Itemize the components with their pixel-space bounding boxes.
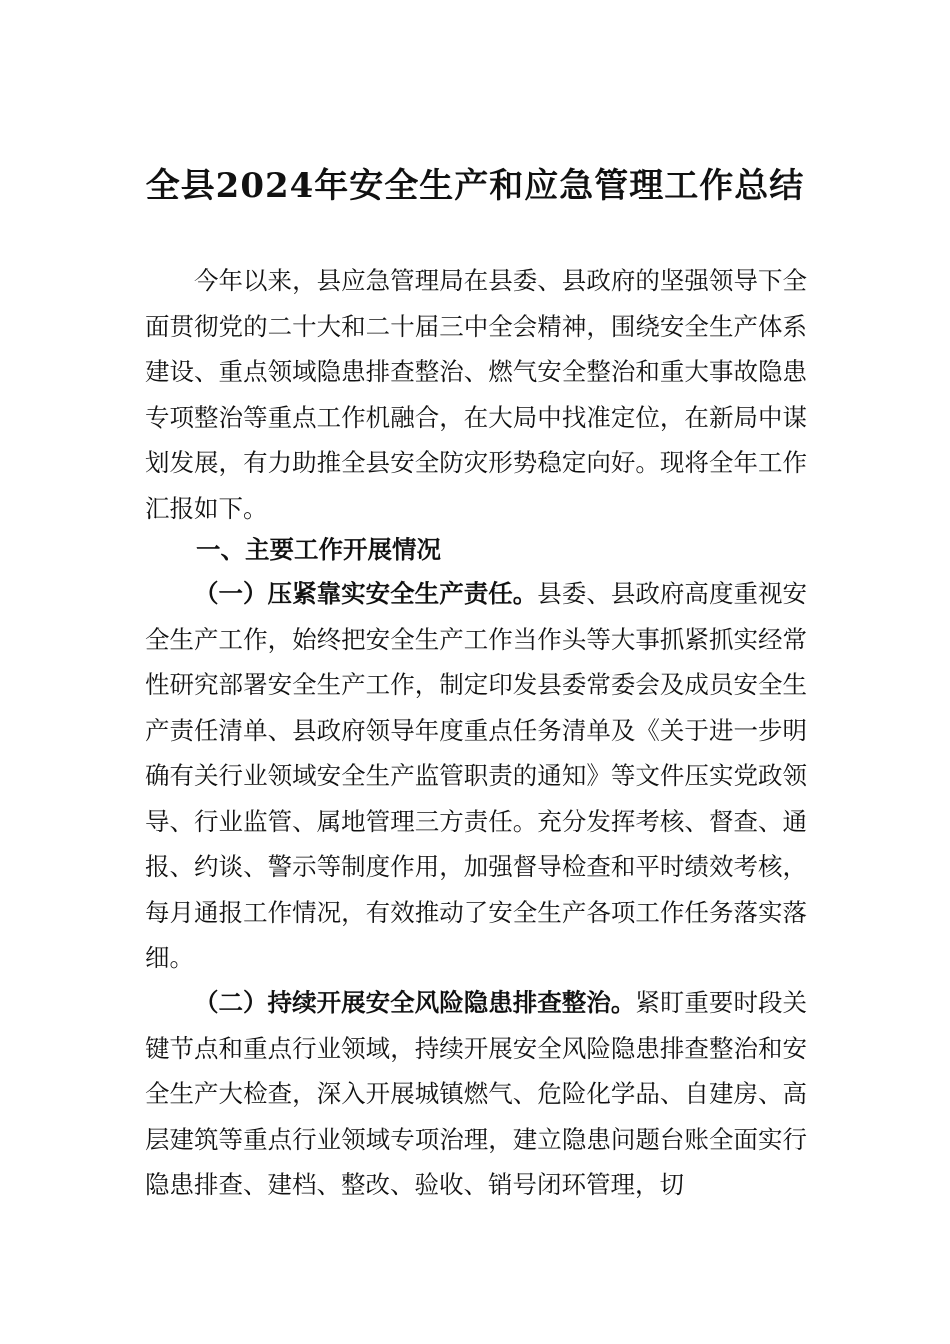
item-2-lead: （二）持续开展安全风险隐患排查整治。: [194, 988, 636, 1017]
paragraph-item-2: [145, 980, 807, 1208]
paragraph-item-1: [145, 571, 807, 981]
document-title: 全县2024年安全生产和应急管理工作总结: [145, 166, 805, 206]
intro-paragraph: 今年以来，县应急管理局在县委、县政府的坚强领导下全面贯彻党的二十大和二十届三中全会精神，围绕安全生产体系建设、重点领域隐患排查整治、燃气安全整治和重大事故隐患专项整治等重点工作机融合，在大局中找准定位，在新局中谋划发展，有力助推全县安全防灾形势稳定向好。现将全年工作汇报如下。: [145, 266, 807, 523]
item-1-lead: （一）压紧靠实安全生产责任。: [194, 579, 538, 608]
item-2-text: 紧盯重要时段关键节点和重点行业领域，持续开展安全风险隐患排查整治和安全生产大检查，深入开展城镇燃气、危险化学品、自建房、高层建筑等重点行业领域专项治理，建立隐患问题台账全面实行隐患排查、建档、整改、验收、销号闭环管理，切: [145, 988, 807, 1199]
item-1-text: 县委、县政府高度重视安全生产工作，始终把安全生产工作当作头等大事抓紧抓实经常性研究部署安全生产工作，制定印发县委常委会及成员安全生产责任清单、县政府领导年度重点任务清单及《关于进一步明确有关行业领域安全生产监管职责的通知》等文件压实党政领导、行业监管、属地管理三方责任。充分发挥考核、督查、通报、约谈、警示等制度作用，加强督导检查和平时绩效考核，每月通报工作情况，有效推动了安全生产各项工作任务落实落细。: [145, 579, 808, 972]
section-heading: 一、主要工作开展情况: [196, 535, 441, 564]
